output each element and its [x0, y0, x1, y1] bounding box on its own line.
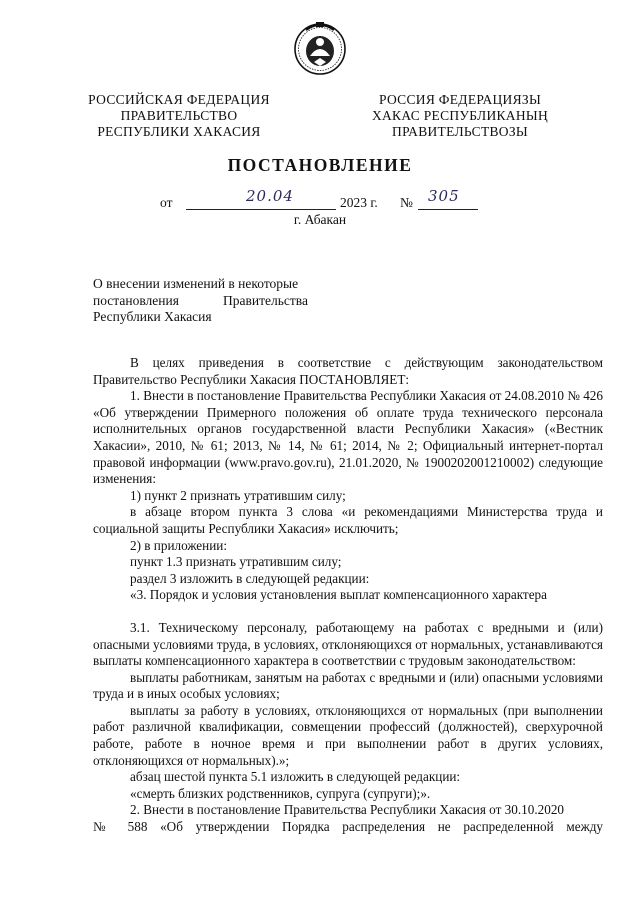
subject-line-1: О внесении изменений в некоторые — [93, 276, 299, 291]
body-paragraph: 2) в приложении: — [130, 537, 227, 553]
body-paragraph: раздел 3 изложить в следующей редакции: — [130, 570, 370, 586]
date-underline — [186, 209, 336, 210]
header-left-line-3: РЕСПУБЛИКИ ХАКАСИЯ — [97, 124, 261, 139]
city-label: г. Абакан — [293, 212, 347, 227]
body-paragraph: 3.1. Техническому персоналу, работающему на работах с вредными и (или) опасными условиями труда, в условиях, отклоняющихся от нормальных, устанавливаются выплаты компенсационного характера в соответствии с трудовым законодательством: — [93, 619, 603, 669]
header-left — [84, 92, 274, 140]
number-underline — [418, 209, 478, 210]
year-text: 2023 г. — [340, 195, 378, 210]
subject-line-3: Республики Хакасия — [93, 309, 212, 324]
body-paragraph: в абзаце втором пункта 3 слова «и рекомендациями Министерства труда и социальной защиты Республики Хакасия» исключить; — [93, 504, 603, 536]
body-paragraph: пункт 1.3 признать утратившим силу; — [130, 554, 342, 570]
body-paragraph: 1. Внести в постановление Правительства Республики Хакасия от 24.08.2010 № 426 «Об утверждении Примерного положения об оплате труда технического персонала исполнительных органов государственной власти Республики Хакасия» («Вестник Хакасии», 2010, № 61; 2013, № 14, № 61; 2014, № 2; Официальный интернет-портал правовой информации (www.pravo.gov.ru), 21.01.2020, № 1900202001210002) следующие изменения: — [93, 388, 603, 487]
body-paragraph: выплаты за работу в условиях, отклоняющихся от нормальных (при выполнении работ различной квалификации, совмещении профессий (должностей), сверхурочной работе, работе в ночное время и при выполнении работ в других условиях, отклоняющихся от нормальных).»; — [93, 702, 603, 768]
body-paragraph: 2. Внести в постановление Правительства Республики Хакасия от 30.10.2020 — [130, 802, 565, 818]
header-right-line-3: ПРАВИТЕЛЬСТВОЗЫ — [392, 124, 528, 139]
header-right — [360, 92, 560, 140]
body-paragraph: В целях приведения в соответствие с действующим законодательством Правительство Республики Хакасия ПОСТАНОВЛЯЕТ: — [93, 355, 603, 387]
paragraph-gap — [93, 604, 603, 620]
body-paragraph: «смерть близких родственников, супруга (супруги);». — [130, 785, 431, 801]
coat-of-arms-emblem — [292, 20, 348, 76]
handwritten-date: 20.04 — [246, 187, 294, 205]
header-right-line-1: РОССИЯ ФЕДЕРАЦИЯЗЫ — [378, 92, 542, 107]
body-paragraph: абзац шестой пункта 5.1 изложить в следующей редакции: — [130, 769, 461, 785]
handwritten-number: 305 — [428, 187, 460, 205]
document-subject — [93, 276, 308, 326]
subject-line-2: постановления Правительства — [93, 292, 308, 308]
body-paragraph: «3. Порядок и условия установления выплат компенсационного характера — [130, 587, 547, 603]
date-from-label: от — [160, 195, 173, 210]
number-label: № — [400, 195, 413, 210]
body-paragraph: выплаты работникам, занятым на работах с вредными и (или) опасными условиями труда и в иных особых условиях; — [93, 669, 603, 702]
document-body — [93, 355, 603, 836]
header-left-line-2: ПРАВИТЕЛЬСТВО — [120, 108, 238, 123]
header-right-line-2: ХАКАС РЕСПУБЛИКАНЫҢ — [371, 108, 549, 123]
header-left-line-1: РОССИЙСКАЯ ФЕДЕРАЦИЯ — [88, 92, 270, 107]
body-paragraph: № 588 «Об утверждении Порядка распределения не распределенной между — [93, 819, 603, 835]
date-number-line — [0, 187, 640, 212]
body-paragraph: 1) пункт 2 признать утратившим силу; — [130, 487, 346, 503]
document-title: ПОСТАНОВЛЕНИЕ — [227, 155, 413, 175]
